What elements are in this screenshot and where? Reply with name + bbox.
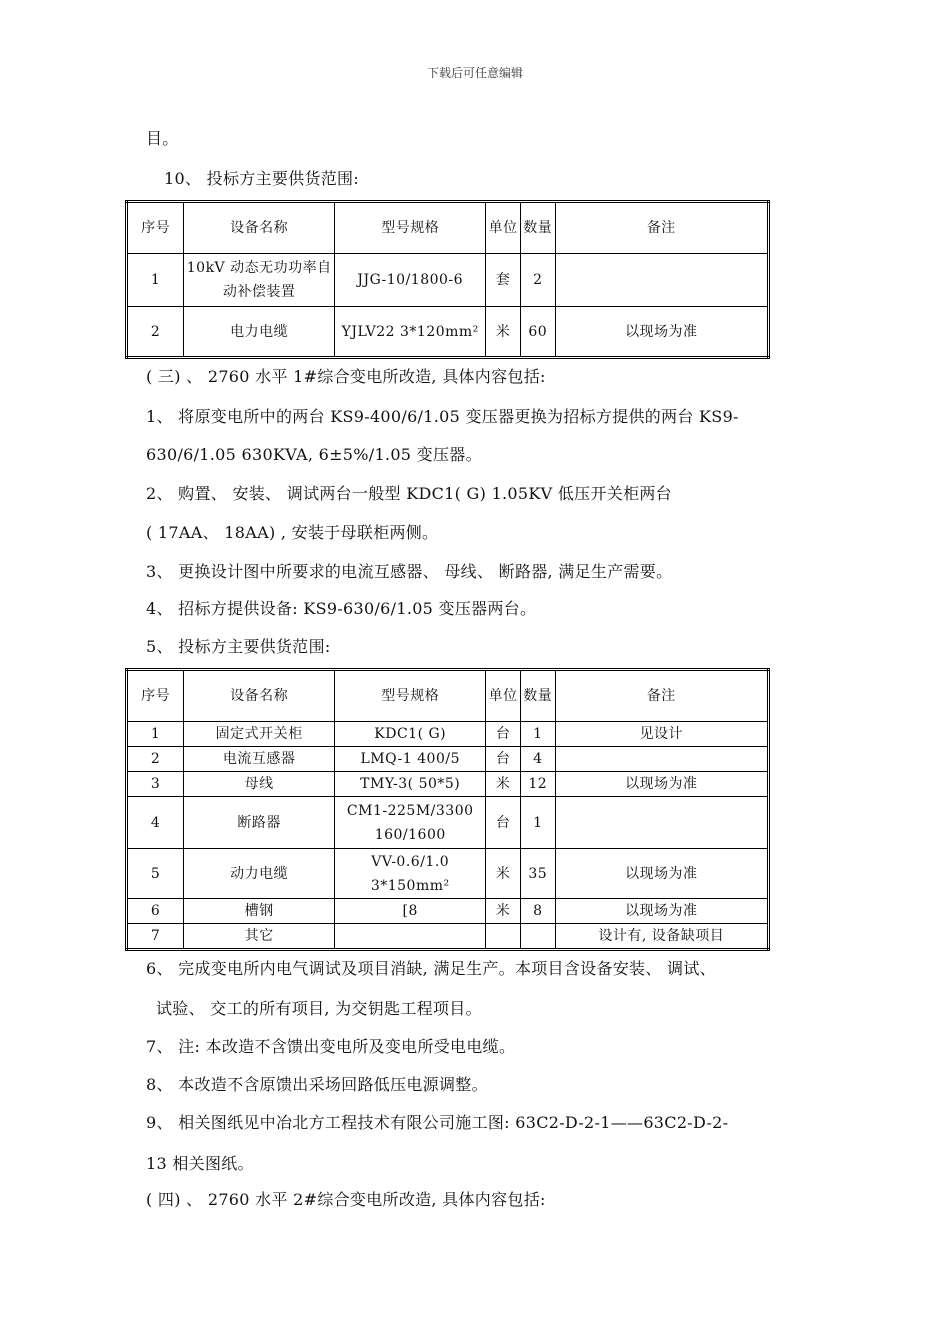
table-header-row xyxy=(127,202,769,254)
table-cell: 台 xyxy=(486,797,521,849)
table-cell: 台 xyxy=(486,722,521,747)
table-cell xyxy=(486,924,521,950)
table-row xyxy=(127,722,769,747)
page-header: 下载后可任意编辑 xyxy=(426,66,523,80)
table-cell: 10kV 动态无功功率自动补偿装置 xyxy=(184,254,335,307)
item-10-heading: 10、 投标方主要供货范围: xyxy=(164,169,360,188)
table-row xyxy=(127,924,769,950)
table-cell: 其它 xyxy=(184,924,335,950)
table-cell: 见设计 xyxy=(555,722,768,747)
table-cell: 8 xyxy=(520,899,555,924)
header-cell: 型号规格 xyxy=(335,670,486,722)
table-cell: 2 xyxy=(127,747,184,772)
paragraph-line: 2、 购置、 安装、 调试两台一般型 KDC1( G) 1.05KV 低压开关柜两台 xyxy=(146,484,672,503)
table-cell: 7 xyxy=(127,924,184,950)
table-cell: 5 xyxy=(127,849,184,899)
paragraph-line: 3、 更换设计图中所要求的电流互感器、 母线、 断路器, 满足生产需要。 xyxy=(146,562,673,581)
table-row xyxy=(127,307,769,358)
header-cell: 单位 xyxy=(486,670,521,722)
table-cell: KDC1( G) xyxy=(335,722,486,747)
table-cell: 电流互感器 xyxy=(184,747,335,772)
table-cell: 套 xyxy=(486,254,521,307)
header-cell: 数量 xyxy=(520,670,555,722)
header-cell: 型号规格 xyxy=(335,202,486,254)
paragraph-line: 9、 相关图纸见中冶北方工程技术有限公司施工图: 63C2-D-2-1——63C2-D-2- xyxy=(146,1113,729,1132)
table-cell xyxy=(555,254,768,307)
table-cell: YJLV22 3*120mm² xyxy=(335,307,486,358)
paragraph-line: 5、 投标方主要供货范围: xyxy=(146,637,331,656)
table-cell: 35 xyxy=(520,849,555,899)
paragraph-line: 13 相关图纸。 xyxy=(146,1154,254,1173)
table-cell xyxy=(555,747,768,772)
table-cell: [8 xyxy=(335,899,486,924)
table-header-row xyxy=(127,670,769,722)
header-cell: 备注 xyxy=(555,670,768,722)
table-cell: 60 xyxy=(520,307,555,358)
table-cell: 设计有, 设备缺项目 xyxy=(555,924,768,950)
table-cell: 以现场为准 xyxy=(555,849,768,899)
paragraph-line: 1、 将原变电所中的两台 KS9-400/6/1.05 变压器更换为招标方提供的两台 KS9- xyxy=(146,407,739,426)
table-cell: 3 xyxy=(127,772,184,797)
table-cell: 2 xyxy=(520,254,555,307)
header-cell: 设备名称 xyxy=(184,202,335,254)
table-cell: 动力电缆 xyxy=(184,849,335,899)
paragraph-line: 8、 本改造不含原馈出采场回路低压电源调整。 xyxy=(146,1075,488,1094)
table-cell: 米 xyxy=(486,772,521,797)
table-cell: 米 xyxy=(486,849,521,899)
table-cell: 断路器 xyxy=(184,797,335,849)
header-cell: 序号 xyxy=(127,670,184,722)
table-cell xyxy=(520,924,555,950)
table-row xyxy=(127,899,769,924)
header-cell: 数量 xyxy=(520,202,555,254)
table-cell: CM1-225M/3300 160/1600 xyxy=(335,797,486,849)
paragraph-line: 7、 注: 本改造不含馈出变电所及变电所受电电缆。 xyxy=(146,1037,516,1056)
paragraph-line: 6、 完成变电所内电气调试及项目消缺, 满足生产。本项目含设备安装、 调试、 xyxy=(146,959,716,978)
table-cell: 4 xyxy=(127,797,184,849)
table-cell: 1 xyxy=(127,254,184,307)
table-cell: 1 xyxy=(520,722,555,747)
section-3-title: ( 三) 、 2760 水平 1#综合变电所改造, 具体内容包括: xyxy=(146,367,546,386)
table-cell: 以现场为准 xyxy=(555,772,768,797)
table-row xyxy=(127,797,769,849)
table-cell: 米 xyxy=(486,307,521,358)
paragraph-line: 4、 招标方提供设备: KS9-630/6/1.05 变压器两台。 xyxy=(146,599,537,618)
table-cell xyxy=(335,924,486,950)
paragraph-line: 630/6/1.05 630KVA, 6±5%/1.05 变压器。 xyxy=(146,445,482,464)
paragraph-line: 目。 xyxy=(146,129,179,148)
table-cell: 1 xyxy=(127,722,184,747)
table-row xyxy=(127,747,769,772)
table-cell xyxy=(555,797,768,849)
table-cell: 1 xyxy=(520,797,555,849)
table-cell: 以现场为准 xyxy=(555,899,768,924)
table-row xyxy=(127,772,769,797)
table-cell: 米 xyxy=(486,899,521,924)
table-cell: 6 xyxy=(127,899,184,924)
supply-table-2 xyxy=(125,668,770,951)
table-cell: 电力电缆 xyxy=(184,307,335,358)
header-cell: 单位 xyxy=(486,202,521,254)
table-cell: VV-0.6/1.0 3*150mm² xyxy=(335,849,486,899)
table-cell: TMY-3( 50*5) xyxy=(335,772,486,797)
table-cell: 以现场为准 xyxy=(555,307,768,358)
table-cell: 12 xyxy=(520,772,555,797)
table-cell: 槽钢 xyxy=(184,899,335,924)
table-cell: 2 xyxy=(127,307,184,358)
table-row xyxy=(127,849,769,899)
table-cell: JJG-10/1800-6 xyxy=(335,254,486,307)
table-cell: 台 xyxy=(486,747,521,772)
table-row xyxy=(127,254,769,307)
table-cell: 母线 xyxy=(184,772,335,797)
header-cell: 序号 xyxy=(127,202,184,254)
header-cell: 设备名称 xyxy=(184,670,335,722)
table-cell: 固定式开关柜 xyxy=(184,722,335,747)
paragraph-line: ( 17AA、 18AA) , 安装于母联柜两侧。 xyxy=(146,523,439,542)
header-cell: 备注 xyxy=(555,202,768,254)
supply-table-1 xyxy=(125,200,770,359)
paragraph-line: 试验、 交工的所有项目, 为交钥匙工程项目。 xyxy=(156,999,482,1018)
table-cell: LMQ-1 400/5 xyxy=(335,747,486,772)
table-cell: 4 xyxy=(520,747,555,772)
section-4-title: ( 四) 、 2760 水平 2#综合变电所改造, 具体内容包括: xyxy=(146,1190,546,1209)
